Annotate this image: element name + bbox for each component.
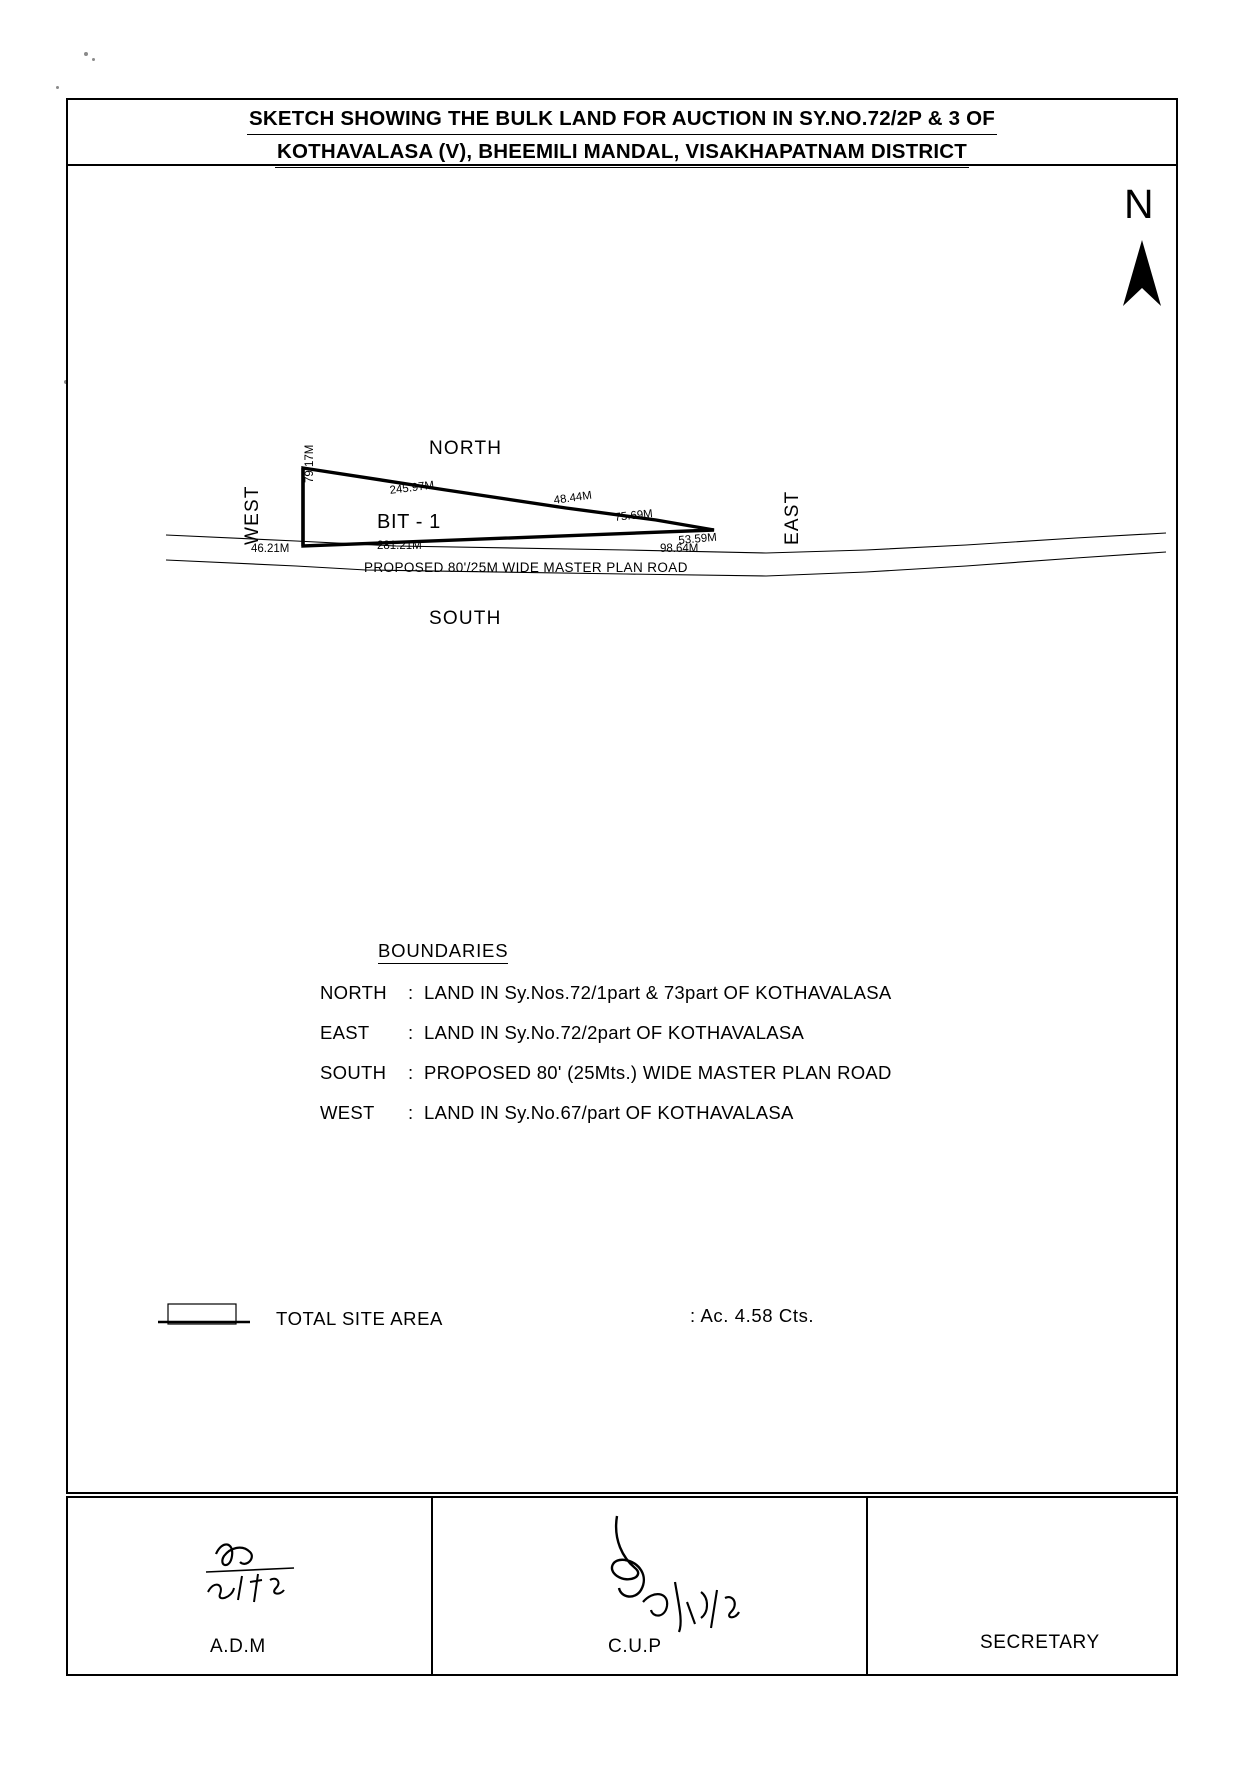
north-letter: N <box>1124 181 1154 227</box>
scan-speck <box>56 86 59 89</box>
dimension-south-1: 281.21M <box>377 540 422 552</box>
total-site-area-label: TOTAL SITE AREA <box>276 1308 443 1329</box>
signature-cell-cup <box>433 1498 868 1674</box>
signature-name-secretary: SECRETARY <box>980 1632 1100 1653</box>
drawing-frame <box>66 98 1178 1494</box>
plot-label-bit-1: BIT - 1 <box>377 511 441 533</box>
boundary-description: LAND IN Sy.No.72/2part OF KOTHAVALASA <box>424 1022 805 1043</box>
boundary-row <box>320 1022 1020 1044</box>
sketch-label-south: SOUTH <box>429 608 502 629</box>
title-block <box>66 98 1178 166</box>
boundary-direction: SOUTH <box>320 1062 387 1083</box>
north-arrow-icon <box>1117 240 1167 310</box>
scan-speck <box>92 58 95 61</box>
boundary-separator: : <box>408 982 414 1003</box>
dimension-north-1: 245.97M <box>389 479 435 497</box>
sketch-label-west: WEST <box>242 485 263 545</box>
boundary-row <box>320 1102 1020 1124</box>
cup-signature-ink <box>583 1506 763 1646</box>
dimension-north-3: 75.69M <box>614 507 654 524</box>
boundary-row <box>320 982 1020 1004</box>
total-site-area-value: : Ac. 4.58 Cts. <box>690 1305 815 1326</box>
boundary-description: LAND IN Sy.Nos.72/1part & 73part OF KOTHAVALASA <box>424 982 892 1003</box>
scan-speck <box>84 52 88 56</box>
title-line-2: KOTHAVALASA (V), BHEEMILI MANDAL, VISAKHAPATNAM DISTRICT <box>275 137 969 168</box>
boundary-direction: NORTH <box>320 982 387 1003</box>
dimension-southwest-corner: 46.21M <box>251 543 290 555</box>
boundary-separator: : <box>408 1102 414 1123</box>
boundaries-heading: BOUNDARIES <box>378 940 508 964</box>
site-area-legend-icon <box>158 1298 250 1334</box>
sketch-label-north: NORTH <box>429 438 503 459</box>
dimension-north-2: 48.44M <box>553 489 593 507</box>
boundary-description: LAND IN Sy.No.67/part OF KOTHAVALASA <box>424 1102 794 1123</box>
adm-signature-ink <box>198 1526 328 1616</box>
road-label: PROPOSED 80'/25M WIDE MASTER PLAN ROAD <box>364 560 688 575</box>
boundary-description: PROPOSED 80' (25Mts.) WIDE MASTER PLAN ROAD <box>424 1062 892 1083</box>
signature-name-cup: C.U.P <box>608 1636 662 1657</box>
boundary-separator: : <box>408 1062 414 1083</box>
sketch-label-east: EAST <box>782 490 803 545</box>
dimension-north-4: 53.59M <box>678 531 718 547</box>
dimension-west-boundary: 79.17M <box>304 444 316 483</box>
boundary-row <box>320 1062 1020 1084</box>
boundaries-section <box>320 940 1020 1124</box>
site-sketch <box>66 400 1178 720</box>
signature-cell-secretary <box>868 1498 1176 1674</box>
signature-name-adm: A.D.M <box>210 1636 266 1657</box>
dimension-south-2: 98.64M <box>660 543 699 555</box>
boundary-separator: : <box>408 1022 414 1043</box>
signature-cell-adm <box>68 1498 433 1674</box>
boundary-direction: WEST <box>320 1102 375 1123</box>
title-line-1: SKETCH SHOWING THE BULK LAND FOR AUCTION IN SY.NO.72/2P & 3 OF <box>247 104 997 135</box>
boundary-direction: EAST <box>320 1022 370 1043</box>
signature-block <box>66 1496 1178 1676</box>
